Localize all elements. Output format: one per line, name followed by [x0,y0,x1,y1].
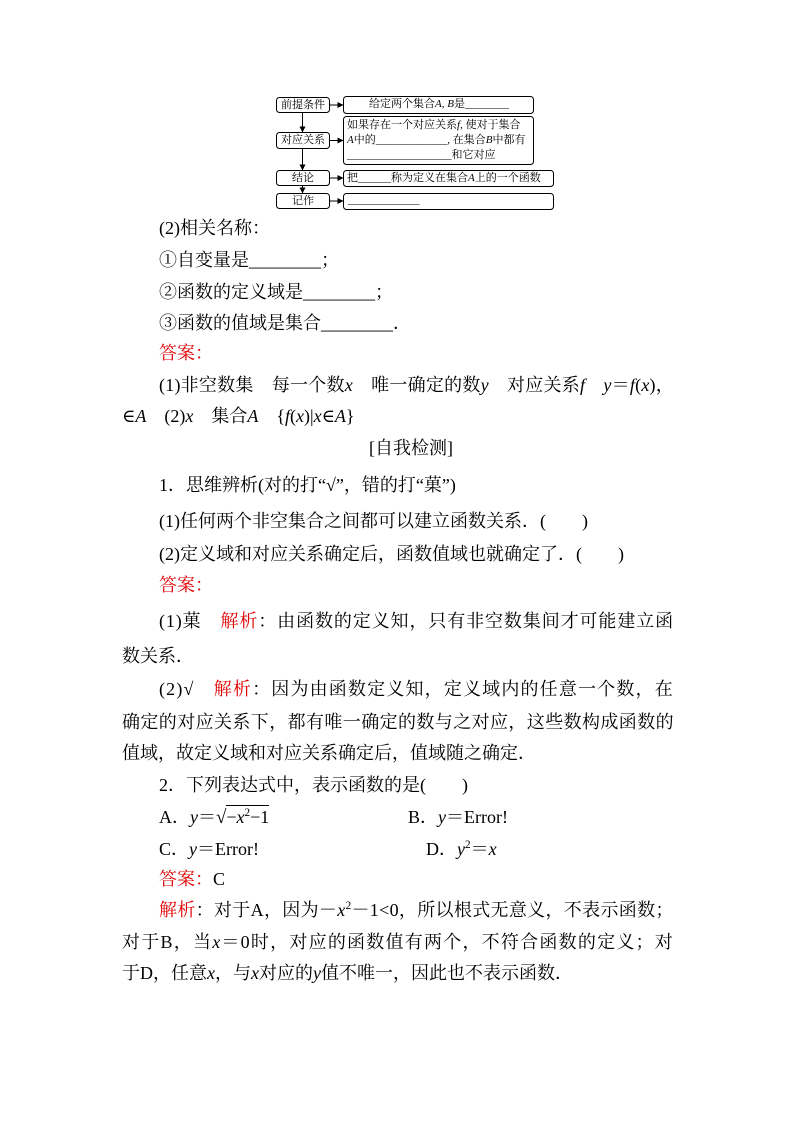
question-1-item-2 [159,542,624,566]
text-run: (2)相关名称： [159,218,270,238]
highlight-label: 答案： [159,343,213,363]
solution-3-line-2 [122,930,674,954]
option-c [159,837,259,861]
text-run: )| [303,406,314,426]
superscript: 2 [244,807,251,819]
variable: A [334,406,346,426]
variable: y [190,807,198,827]
highlight-label: 解析 [220,611,259,631]
option-a [159,805,269,829]
highlight-label: 答案： [159,869,213,889]
solution-1-line-1 [159,609,674,633]
variable: x [295,406,304,426]
premise-text [369,97,509,112]
text-run: (1)任何两个非空集合之间都可以建立函数关系．( ) [159,511,588,531]
variable: x [207,963,215,983]
answer-line-1 [159,373,674,397]
solution-2-line-2 [122,710,674,734]
option-b [408,805,508,829]
highlight-label: 解析 [213,679,253,699]
question-1-item-1 [159,509,588,533]
variable: B [485,134,493,146]
variable: f [457,119,461,131]
text-run: 集合 [193,406,248,426]
text-run: , 使对于集合 [460,119,521,131]
radical-sign: √ [216,807,227,828]
text-run: (1)非空数集 每一个数 [159,375,345,395]
variable: f [284,406,290,426]
solution-2-line-3 [122,741,536,765]
variable: A [135,406,147,426]
variable: x [236,807,245,827]
variable: y [480,375,489,395]
notation-text [348,193,420,208]
variable: y [457,839,465,859]
solution-3-line-1 [159,898,674,922]
text-run: ＝Error! [197,839,259,859]
question-2 [159,773,468,797]
variable: A [347,134,354,146]
variable: B [447,98,454,110]
text-run: 2．下列表达式中，表示函数的是( ) [159,775,468,795]
text-run: ＝0时，对应的函数值有两个，不符合函数的定义；对 [221,932,675,952]
solution-3-line-3 [122,961,573,985]
relation-label: 对应关系 [281,134,325,146]
text-run: C． [159,839,190,859]
self-check-heading [369,436,453,460]
text-run: (2)√ [159,679,214,699]
relation-text-line-1 [347,118,521,133]
conclusion-label: 结论 [292,172,314,184]
function-definition-diagram [270,90,560,215]
conclusion-text [347,171,541,186]
text-run: 对应的 [259,963,313,983]
radicand [226,805,269,827]
variable: f [579,375,586,395]
answer-label [159,573,213,597]
variable: x [251,963,259,983]
variable: y [438,807,447,827]
variable: y [313,963,321,983]
relation-text-line-3 [347,148,496,163]
text-run: 把______称为定义在集合 [347,172,468,184]
variable: x [488,839,497,859]
variable: x [185,406,194,426]
variable: A [435,98,442,110]
option-d [426,837,497,861]
text-run: _____________ [348,194,420,206]
text-run: D． [426,839,457,859]
text-run: (1)菓 [159,611,221,631]
variable: f [629,375,636,395]
answer-line-3 [159,867,225,891]
highlight-label: 答案： [159,575,213,595]
text-run: ( [289,406,296,426]
text-run: ＝ [198,807,216,827]
notation-label: 记作 [292,195,314,207]
variable: x [313,406,322,426]
text-run: ＝ [470,839,489,859]
variable: A [247,406,259,426]
text-run: 对应关系 [488,375,580,395]
text-run: ：由函数的定义知，只有非空数集间才可能建立函 [258,611,675,631]
text-run: 确定的对应关系下，都有唯一确定的数与之对应，这些数构成函数的 [122,712,674,732]
text-run: C [213,869,226,889]
text-run: ①自变量是________； [159,250,339,270]
text-run [585,375,603,395]
text-run: } [345,406,355,426]
highlight-label: 解析 [159,900,196,920]
text-run: ②函数的定义域是________； [159,282,393,302]
text-run: 1．思维辨析(对的打“√”，错的打“菓”) [159,475,456,495]
text-run: ＝ [611,375,630,395]
text-run: [自我检测] [369,438,453,458]
text-run: , [441,98,448,110]
relation-text-line-2 [347,133,525,148]
variable: x [337,900,346,920]
domain-blank [159,280,393,304]
text-run: 数关系． [122,646,194,666]
text-run: 是________ [453,98,509,110]
variable: y [189,839,198,859]
text-run: ∈ [321,406,335,426]
text-run: 给定两个集合 [369,98,435,110]
superscript: 2 [345,900,352,912]
text-run: －1<0，所以根式无意义，不表示函数； [351,900,674,920]
variable: y [603,375,612,395]
text-run: − [226,807,237,827]
answer-label [159,341,213,365]
text-run: ：因为由函数定义知，定义域内的任意一个数，在 [252,679,674,699]
text-run: ＝Error! [446,807,508,827]
text-run: 唯一确定的数 [352,375,481,395]
text-run: (2) [146,406,186,426]
text-run: ∈ [122,406,136,426]
text-run: )， [649,375,674,395]
related-names-heading [159,216,270,240]
solution-2-line-1 [159,677,674,701]
text-run: B． [408,807,439,827]
variable: x [641,375,650,395]
text-run: 中都有 [492,134,526,146]
text-run: 于D，任意 [122,963,207,983]
question-1 [159,473,456,497]
text-run: { [258,406,285,426]
variable: A [468,172,475,184]
text-run: 对于B，当 [122,932,213,952]
text-run: ，与 [215,963,251,983]
answer-line-2 [122,404,355,428]
variable: x [344,375,353,395]
text-run: 值不唯一，因此也不表示函数． [321,963,573,983]
text-run: (2)定义域和对应关系确定后，函数值域也就确定了．( ) [159,544,624,564]
text-run: 如果存在一个对应关系 [347,119,457,131]
text-run: ③函数的值域是集合________． [159,313,411,333]
text-run: 上的一个函数 [474,172,541,184]
superscript: 2 [465,839,471,851]
premise-label: 前提条件 [281,99,325,111]
text-run: −1 [250,807,270,827]
text-run: ：对于A，因为－ [195,900,338,920]
text-run: ( [635,375,642,395]
range-blank [159,311,411,335]
solution-1-line-2 [122,644,194,668]
text-run: A． [159,807,190,827]
text-run: 值域，故定义域和对应关系确定后，值域随之确定． [122,743,536,763]
text-run: 中的_____________, 在集合 [353,134,486,146]
text-run: ___________________和它对应 [347,149,496,161]
variable: x [212,932,222,952]
independent-variable-blank [159,248,339,272]
